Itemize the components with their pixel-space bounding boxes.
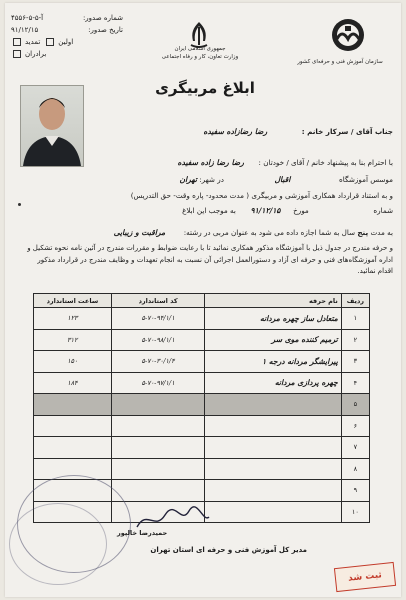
cell-code: ۵-۷۰-۹۴/۱/۱ (111, 308, 205, 330)
intro-prefix: با احترام بنا به پیشنهاد خانم / آقای / خودتان : (258, 158, 393, 167)
table-row (34, 437, 370, 459)
tvto-logo-icon (323, 17, 373, 53)
first-checkbox (46, 38, 54, 46)
cell-hours (34, 394, 112, 416)
signer-title: مدیر کل آموزش فنی و حرفه ای استان تهران (150, 546, 307, 554)
col-name: نام حرفه (205, 294, 341, 308)
table-header-row (34, 294, 370, 308)
duration-prefix: به مدت (370, 228, 393, 237)
col-hours: ساعت استاندارد (34, 294, 112, 308)
registered-stamp: ثبت شد (334, 562, 396, 592)
recipient-label: جناب آقای / سرکار خانم : (301, 127, 393, 136)
date-value: ۹۱/۱۲/۱۵ (11, 26, 39, 34)
institute-name: اقبال (274, 175, 291, 184)
cell-code (111, 480, 205, 502)
cell-name: متعادل ساز چهره مردانه (205, 308, 341, 330)
cell-name (205, 501, 341, 523)
cell-hours: ۱۵۰ (34, 351, 112, 373)
city-label: در شهر: (199, 175, 224, 184)
table-row (34, 394, 370, 416)
cell-row: ۶ (341, 415, 369, 437)
republic-label: جمهوری اسلامی ایران (174, 46, 226, 52)
duration-value: پنج (357, 228, 369, 237)
cell-name (205, 458, 341, 480)
hole-punch-dot (18, 203, 21, 206)
cell-hours (34, 415, 112, 437)
cell-name (205, 415, 341, 437)
document-title: ابلاغ مربیگری (155, 79, 255, 97)
cell-row: ۱ (341, 308, 369, 330)
cell-row: ۳ (341, 351, 369, 373)
cell-code (111, 415, 205, 437)
issue-meta (11, 12, 123, 60)
duration-suffix: سال به شما اجازه داده می شود به عنوان مربی در رشته: (183, 228, 356, 237)
cell-name: پیرایشگر مردانه درجه ۱ (205, 351, 341, 373)
number-line (182, 206, 393, 215)
contract-dated-label: مورخ (293, 206, 309, 215)
first-label: اولین (58, 38, 74, 46)
cell-hours: ۳۱۲ (34, 329, 112, 351)
cell-row: ۵ (341, 394, 369, 416)
table-row (34, 415, 370, 437)
ministry-label: وزارت تعاون، کار و رفاه اجتماعی (161, 54, 239, 60)
recipient-name: رضا رضازاده سفیده (203, 127, 268, 136)
number-label: شماره صدور: (82, 14, 123, 22)
intro-line (178, 158, 393, 167)
portrait-icon (21, 86, 83, 166)
certificate-page (5, 3, 401, 597)
terms-paragraph: و حرفه مندرج در جدول ذیل با آموزشگاه مذکور همکاری نمائید تا با رعایت ضوابط و مقررات مندرج در آئین نامه نحوه تشکیل و اداره آموزشگاه‌های فنی و حرفه ای آزاد و دستورالعمل اجرائی آن نسبت به انجام تعهدات و وظایف مندرج در قرارداد مذکور اقدام نمائید. (27, 244, 393, 275)
contract-number-label: شماره (373, 206, 393, 215)
copy-checkbox (13, 50, 21, 58)
contract-date: ۹۱/۱۲/۱۵ (250, 206, 281, 215)
cell-row: ۷ (341, 437, 369, 459)
col-code: کد استاندارد (111, 294, 205, 308)
recipient-line (203, 127, 393, 136)
contract-line (131, 191, 393, 200)
copy-label: برادران (25, 50, 47, 58)
cell-code: ۵-۷۰-۳۰/۱/۴ (111, 351, 205, 373)
official-stamp-secondary (9, 503, 107, 585)
date-label: تاریخ صدور: (88, 26, 123, 34)
cell-row: ۲ (341, 329, 369, 351)
cell-name: ترمیم کننده موی سر (205, 329, 341, 351)
cell-name (205, 437, 341, 459)
cell-row: ۸ (341, 458, 369, 480)
cell-row: ۴ (341, 372, 369, 394)
accordingly-text: به موجب این ابلاغ (182, 206, 236, 215)
signer-name: حمیدرضا خالپور (117, 529, 168, 537)
org-name: سازمان آموزش فنی و حرفه‌ای کشور (297, 59, 383, 65)
cell-name (205, 394, 341, 416)
cell-code (111, 458, 205, 480)
portrait-photo (20, 85, 84, 167)
cell-row: ۱۰ (341, 501, 369, 523)
number-value: ۴۵۵۶-آ-۵-۵ (11, 14, 44, 22)
table-row (34, 308, 370, 330)
renew-label: تمدید (25, 38, 41, 46)
col-row: ردیف (341, 294, 369, 308)
institute-label: موسس آموزشگاه (338, 175, 393, 184)
table-row (34, 351, 370, 373)
cell-name: چهره پردازی مردانه (205, 372, 341, 394)
cell-hours (34, 437, 112, 459)
cell-name (205, 480, 341, 502)
cell-hours: ۱۸۴ (34, 372, 112, 394)
table-row (34, 372, 370, 394)
duration-line (114, 228, 393, 237)
intro-name: رضا رضا زاده سفیده (177, 158, 244, 167)
cell-code (111, 394, 205, 416)
renew-checkbox (13, 38, 21, 46)
ministry-block (145, 45, 255, 61)
cell-code (111, 437, 205, 459)
table-row (34, 329, 370, 351)
cell-row: ۹ (341, 480, 369, 502)
cell-code: ۵-۷۰-۹۷/۱/۱ (111, 372, 205, 394)
cell-code: ۵-۷۰-۹۸/۱/۱ (111, 329, 205, 351)
contract-text: و به استناد قرارداد همکاری آموزشی و مربیگری ( مدت محدود- پاره وقت- حق التدریس) (130, 191, 393, 200)
institute-line (179, 175, 393, 184)
cell-hours: ۱۲۳ (34, 308, 112, 330)
city-value: تهران (179, 175, 197, 184)
field-name: مراقبت و زیبایی (113, 228, 166, 237)
